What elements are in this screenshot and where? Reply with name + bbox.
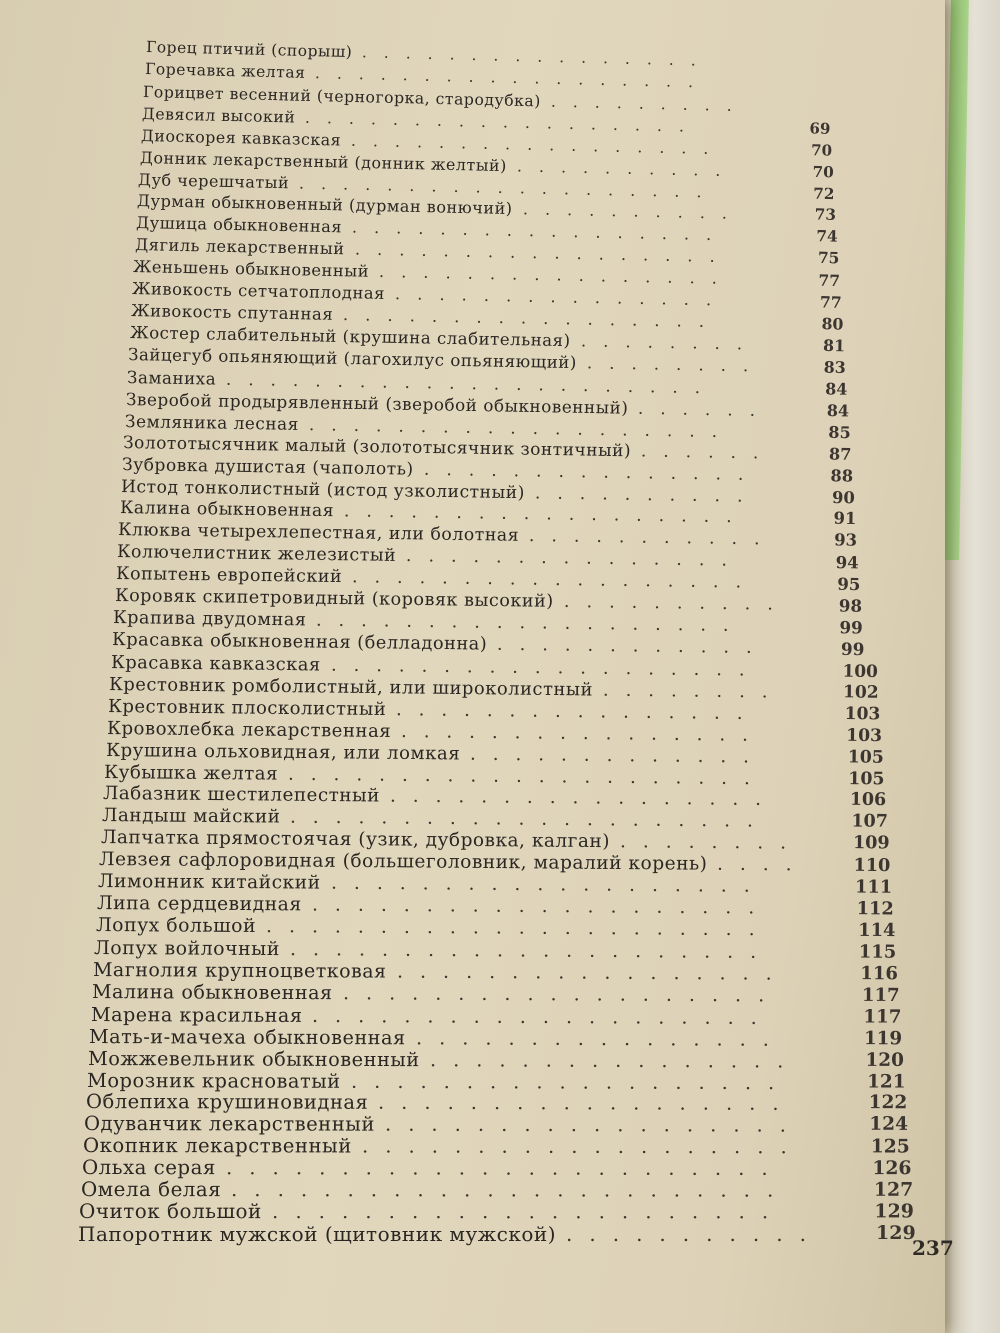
toc-entry-leader-dots: ..................... xyxy=(290,938,774,963)
toc-entry-page: 105 xyxy=(848,768,886,789)
toc-entry-leader-dots: ..................... xyxy=(288,763,768,789)
toc-entry-title: Калина обыкновенная xyxy=(119,498,334,522)
toc-entry-leader-dots: ...... xyxy=(637,397,773,420)
toc-entry-title: Малина обыкновенная xyxy=(91,980,333,1005)
toc-entry xyxy=(79,1200,1000,1224)
toc-entry-title: Омела белая xyxy=(80,1178,221,1202)
toc-entry-title: Колючелистник железистый xyxy=(116,542,397,567)
toc-entry-leader-dots: ................... xyxy=(350,1069,792,1094)
toc-entry-page: 110 xyxy=(853,855,891,877)
toc-entry-title: Липа сердцевидная xyxy=(96,893,302,916)
toc-entry-leader-dots: ........ xyxy=(603,679,786,703)
toc-entry-leader-dots: ................. xyxy=(354,239,732,267)
toc-entry-leader-dots: ...................... xyxy=(225,368,718,398)
toc-entry-page: 72 xyxy=(813,184,836,203)
toc-entry-page: 84 xyxy=(826,400,850,421)
toc-entry-page: 121 xyxy=(866,1070,906,1093)
toc-entry-page: 127 xyxy=(873,1178,913,1201)
toc-entry-title: Окопник лекарственный xyxy=(83,1134,352,1158)
toc-entry-leader-dots: ........... xyxy=(566,1222,823,1246)
toc-entry-page: 99 xyxy=(840,638,865,660)
toc-entry-title: Диоскорея кавказская xyxy=(140,125,342,150)
toc-entry-title: Кровохлебка лекарственная xyxy=(106,717,392,742)
toc-entry-page: 88 xyxy=(830,465,854,486)
toc-entry-page: 94 xyxy=(835,552,859,573)
toc-entry-page: 100 xyxy=(842,660,878,681)
toc-entry-leader-dots: ................... xyxy=(330,654,762,681)
toc-entry-title: Кубышка желтая xyxy=(104,761,279,785)
toc-entry-page: 125 xyxy=(870,1135,910,1158)
toc-entry-title: Крушина ольховидная, или ломкая xyxy=(105,739,461,765)
toc-entry-title: Лопух большой xyxy=(95,915,256,938)
toc-entry-page: 95 xyxy=(836,574,861,595)
toc-entry-title: Красавка кавказская xyxy=(110,651,321,676)
toc-entry-leader-dots: ................. xyxy=(342,305,722,332)
toc-entry-title: Крестовник плосколистный xyxy=(108,695,387,720)
toc-entry-title: Красавка обыкновенная (белладонна) xyxy=(111,630,488,655)
toc-entry-title: Крестовник ромболистный, или широколистный xyxy=(109,673,594,701)
toc-entry-page: 115 xyxy=(859,941,897,963)
toc-entry-page: 119 xyxy=(864,1027,903,1049)
toc-entry-title: Клюква четырехлепестная, или болотная xyxy=(118,520,520,547)
toc-entry-leader-dots: ............... xyxy=(394,284,729,310)
toc-entry-page: 73 xyxy=(814,205,837,225)
toc-entry-page: 91 xyxy=(833,509,857,529)
toc-entry-page: 120 xyxy=(865,1049,904,1071)
toc-entry-title: Марена красильная xyxy=(90,1002,303,1027)
toc-entry-leader-dots: .................. xyxy=(314,64,711,92)
toc-entry-leader-dots: .... xyxy=(717,854,810,876)
toc-entry-title: Ольха серая xyxy=(81,1156,216,1180)
toc-entry-title: Золототысячник малый (золототысячник зонтичный) xyxy=(123,432,632,461)
toc-entry-leader-dots: ................ xyxy=(416,1025,787,1051)
toc-entry-leader-dots: ......... xyxy=(551,91,750,116)
toc-entry-title: Копытень европейский xyxy=(115,564,343,588)
toc-entry-page: 106 xyxy=(849,790,887,811)
toc-entry-title: Дуб черешчатый xyxy=(138,169,290,192)
toc-entry-leader-dots: ................... xyxy=(316,610,746,637)
toc-entry-title: Зайцегуб опьяняющий (лагохилус опьяняющий) xyxy=(128,344,578,373)
toc-entry-page: 85 xyxy=(827,422,851,442)
toc-entry-title: Земляника лесная xyxy=(124,410,299,434)
toc-entry-title: Горец птичий (спорыш) xyxy=(145,38,353,62)
toc-entry-leader-dots: ...... xyxy=(641,441,776,464)
toc-entry-leader-dots: ............. xyxy=(469,743,766,768)
toc-entry-page: 81 xyxy=(822,335,845,356)
toc-entry-leader-dots: .......... xyxy=(516,155,738,180)
toc-entry-leader-dots: ................... xyxy=(299,173,720,202)
toc-entry-leader-dots: ................. xyxy=(350,130,726,158)
page-number: 237 xyxy=(912,1236,954,1260)
toc-entry-leader-dots: ................ xyxy=(400,720,765,746)
toc-entry-title: Мать-и-мачеха обыкновенная xyxy=(89,1024,407,1049)
toc-entry-leader-dots: .......... xyxy=(563,592,790,615)
toc-entry-page: 70 xyxy=(812,162,834,182)
toc-entry-page: 126 xyxy=(872,1157,912,1180)
toc-entry-title: Облепиха крушиновидная xyxy=(85,1090,368,1115)
toc-entry-leader-dots: ................. xyxy=(397,960,789,985)
toc-entry-title: Дурман обыкновенный (дурман вонючий) xyxy=(137,191,513,219)
toc-entry-page: 80 xyxy=(821,314,844,334)
toc-entry-page: 70 xyxy=(810,140,833,160)
toc-entry-leader-dots: ................ xyxy=(396,698,760,724)
toc-entry-title: Живокость спутанная xyxy=(130,301,334,324)
toc-entry-leader-dots: .................... xyxy=(311,1003,774,1029)
toc-entry-title: Зубровка душистая (чаполоть) xyxy=(121,454,414,480)
toc-entry-leader-dots: ........ xyxy=(580,331,759,354)
toc-entry-title: Жостер слабительный (крушина слабительная) xyxy=(129,323,571,351)
toc-entry-page: 90 xyxy=(831,487,855,507)
toc-entry-page: 75 xyxy=(817,249,840,268)
toc-entry-leader-dots: .................. xyxy=(351,567,759,593)
toc-entry-leader-dots: ................. xyxy=(351,217,729,245)
toc-entry-title: Коровяк скипетровидный (коровяк высокий) xyxy=(114,586,554,612)
toc-entry xyxy=(78,1222,1000,1246)
toc-entry-page: 74 xyxy=(816,227,838,247)
toc-entry-leader-dots: ............... xyxy=(423,459,761,485)
toc-entry-leader-dots: ........ xyxy=(619,831,803,855)
toc-entry-title: Женьшень обыкновенный xyxy=(133,257,370,281)
toc-entry-page: 93 xyxy=(834,530,858,551)
toc-entry-leader-dots: ..................... xyxy=(289,807,770,833)
toc-entry-leader-dots: ................... xyxy=(342,982,782,1007)
toc-entry-leader-dots: .......... xyxy=(534,482,760,507)
toc-entry-page: 99 xyxy=(839,617,864,638)
toc-entry-leader-dots: ........ xyxy=(587,353,766,376)
toc-entry-page: 117 xyxy=(861,984,900,1006)
toc-entry-title: Дягиль лекарственный xyxy=(134,235,345,259)
toc-entry-title: Крапива двудомная xyxy=(113,608,307,631)
toc-entry-leader-dots: ............ xyxy=(496,634,769,659)
toc-entry-title: Очиток большой xyxy=(79,1200,262,1224)
toc-entry-title: Лимонник китайский xyxy=(98,871,321,894)
toc-entry-page: 77 xyxy=(819,292,843,312)
toc-entry-page: 83 xyxy=(823,357,847,377)
toc-entry-page: 111 xyxy=(855,876,893,898)
toc-entry-title: Девясил высокий xyxy=(142,103,296,127)
toc-entry-title: Лапчатка прямостоячая (узик, дубровка, калган) xyxy=(100,827,610,853)
toc-entry-page: 103 xyxy=(846,725,883,746)
toc-entry-leader-dots: .......... xyxy=(522,199,745,224)
toc-entry-title: Ландыш майский xyxy=(101,805,281,828)
toc-entry-page: 122 xyxy=(868,1092,907,1114)
toc-entry-leader-dots: ...................... xyxy=(272,1200,786,1224)
toc-entry-leader-dots: .................. xyxy=(305,107,702,136)
toc-entry-title: Левзея сафлоровидная (большеголовник, маралий корень) xyxy=(99,849,708,875)
toc-entry-page: 116 xyxy=(860,963,899,985)
toc-entry-title: Горицвет весенний (черногорка, стародубка) xyxy=(143,81,542,111)
toc-entry-page: 112 xyxy=(856,898,894,920)
toc-entry-leader-dots: .................... xyxy=(311,894,772,919)
toc-entry-title: Заманиха xyxy=(126,366,217,389)
toc-entry-page: 84 xyxy=(825,379,848,399)
toc-entry-leader-dots: ................ xyxy=(430,1047,801,1073)
toc-entry-leader-dots: .................. xyxy=(377,1091,796,1116)
toc-entry-leader-dots: ................ xyxy=(379,262,735,289)
toc-entry-page: 103 xyxy=(844,703,881,725)
toc-entry-leader-dots: ................... xyxy=(308,413,734,441)
toc-entry-title: Можжевельник обыкновенный xyxy=(88,1046,420,1071)
toc-entry-title: Живокость сетчатоплодная xyxy=(132,279,386,304)
toc-entry-title: Лопух войлочный xyxy=(94,936,281,961)
toc-entry-leader-dots: ...................... xyxy=(265,916,772,941)
toc-entry-leader-dots: .................. xyxy=(385,1113,804,1137)
toc-entry-page: 124 xyxy=(869,1114,909,1136)
toc-entry-page: 77 xyxy=(818,270,841,291)
toc-entry-page: 105 xyxy=(847,747,884,768)
toc-entry-leader-dots: ........................ xyxy=(225,1156,785,1181)
toc-entry-page: 109 xyxy=(852,833,890,854)
toc-entry-page: 129 xyxy=(874,1200,915,1223)
toc-entry-page: 107 xyxy=(851,811,888,833)
toc-entry-title: Истод тонколистный (истод узколистный) xyxy=(120,476,525,503)
toc-entry-leader-dots: ................... xyxy=(331,872,767,898)
toc-entry-leader-dots: ............... xyxy=(405,546,745,572)
toc-entry-title: Лабазник шестилепестный xyxy=(103,783,381,807)
toc-entry-page: 102 xyxy=(843,682,880,703)
toc-entry-leader-dots: .................. xyxy=(343,501,749,528)
toc-entry-page: 117 xyxy=(862,1006,902,1028)
toc-entry-page: 129 xyxy=(876,1222,916,1244)
toc-entry-page: 98 xyxy=(838,595,862,616)
toc-entry-leader-dots: ........................ xyxy=(230,1178,790,1202)
toc-entry-title: Душица обыкновенная xyxy=(135,213,343,237)
toc-entry-title: Донник лекарственный (донник желтый) xyxy=(139,147,507,175)
toc-entry-title: Одуванчик лекарственный xyxy=(84,1112,376,1137)
toc-entry-title: Морозник красноватый xyxy=(86,1068,341,1093)
toc-entry-title: Папоротник мужской (щитовник мужской) xyxy=(78,1222,557,1246)
toc-entry-title: Магнолия крупноцветковая xyxy=(93,958,387,983)
toc-entry-page: 87 xyxy=(829,444,852,464)
toc-entry-leader-dots: ................ xyxy=(361,43,713,70)
toc-entry-leader-dots: ........... xyxy=(529,526,777,550)
toc-entry-page: 114 xyxy=(857,919,896,942)
toc-entry-page: 69 xyxy=(809,119,831,138)
toc-entry-leader-dots: ................. xyxy=(390,786,779,811)
toc-entry-leader-dots: ................... xyxy=(362,1134,804,1159)
toc-entry-title: Горечавка желтая xyxy=(144,59,306,82)
toc-entry-title: Зверобой продырявленный (зверобой обыкновенный) xyxy=(125,388,629,418)
